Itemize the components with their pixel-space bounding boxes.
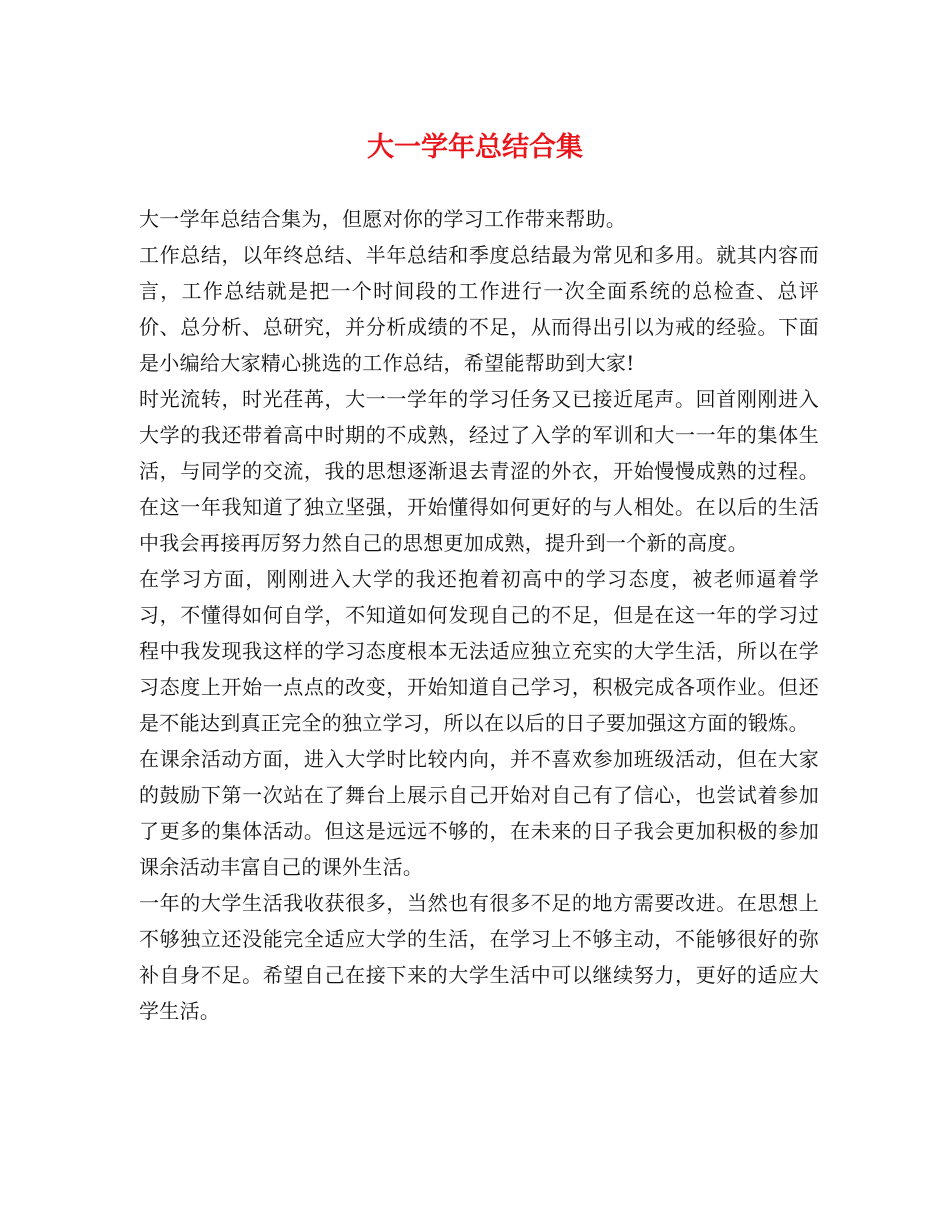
paragraph-intro: 大一学年总结合集为，但愿对你的学习工作带来帮助。 (139, 207, 627, 231)
paragraph-activities: 在课余活动方面，进入大学时比较内向，并不喜欢参加班级活动，但在大家的鼓励下第一次站在了舞台上展示自己开始对自己有了信心，也尝试着参加了更多的集体活动。但这是远远不够的，在未来的日子我会更加积极的参加课余活动丰富自己的课外生活。 (139, 747, 819, 879)
paragraph-study: 在学习方面，刚刚进入大学的我还抱着初高中的学习态度，被老师逼着学习，不懂得如何自学，不知道如何发现自己的不足，但是在这一年的学习过程中我发现我这样的学习态度根本无法适应独立充实的大学生活，所以在学习态度上开始一点点的改变，开始知道自己学习，积极完成各项作业。但还是不能达到真正完全的独立学习，所以在以后的日子要加强这方面的锻炼。 (139, 567, 819, 735)
paragraph-conclusion: 一年的大学生活我收获很多，当然也有很多不足的地方需要改进。在思想上不够独立还没能完全适应大学的生活，在学习上不够主动，不能够很好的弥补自身不足。希望自己在接下来的大学生活中可以继续努力，更好的适应大学生活。 (139, 891, 819, 1023)
paragraph-time-passing: 时光流转，时光荏苒，大一一学年的学习任务又已接近尾声。回首刚刚进入大学的我还带着高中时期的不成熟，经过了入学的军训和大一一年的集体生活，与同学的交流，我的思想逐渐退去青涩的外衣，开始慢慢成熟的过程。在这一年我知道了独立坚强，开始懂得如何更好的与人相处。在以后的生活中我会再接再厉努力然自己的思想更加成熟，提升到一个新的高度。 (139, 387, 819, 555)
document-title: 大一学年总结合集 (367, 132, 583, 163)
paragraph-work-summary: 工作总结，以年终总结、半年总结和季度总结最为常见和多用。就其内容而言，工作总结就是把一个时间段的工作进行一次全面系统的总检查、总评价、总分析、总研究，并分析成绩的不足，从而得出引以为戒的经验。下面是小编给大家精心挑选的工作总结，希望能帮助到大家! (139, 243, 819, 375)
document-body (139, 201, 819, 1029)
